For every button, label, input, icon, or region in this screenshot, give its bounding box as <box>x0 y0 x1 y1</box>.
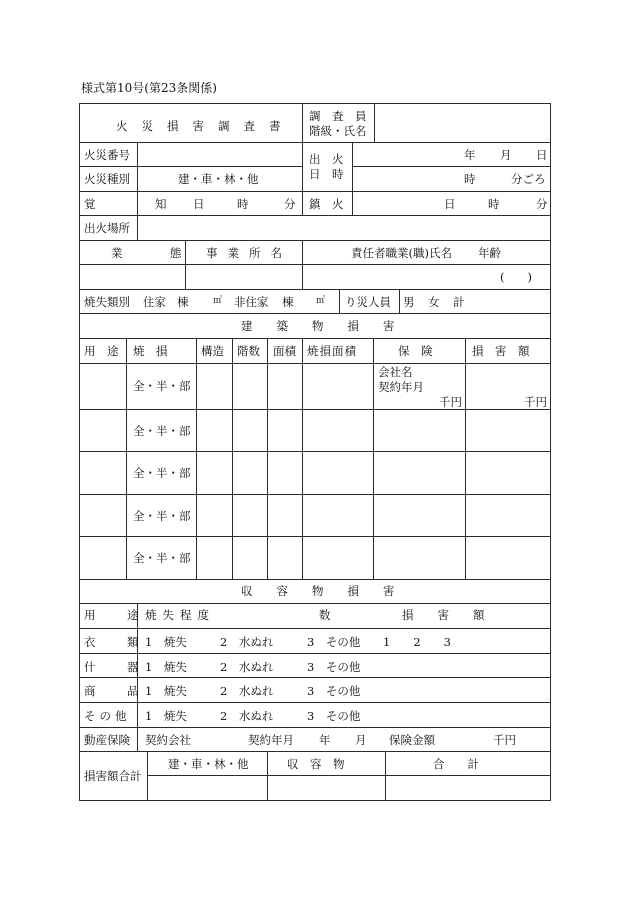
awareness-minute: 分 <box>284 197 296 211</box>
age-label: 年齢 <box>478 246 501 260</box>
table-rule <box>79 313 551 314</box>
extinguish-minute: 分 <box>536 197 548 211</box>
contents-option-other-4: 3 その他 <box>307 709 361 723</box>
outbreak-month: 月 <box>500 148 512 162</box>
contents-option-wet-1: 2 水ぬれ <box>220 635 274 649</box>
extinguish-hour: 時 <box>488 197 500 211</box>
outbreak-label: 出 火 <box>309 152 344 166</box>
table-rule <box>79 579 551 580</box>
contract-year: 年 <box>319 733 331 747</box>
contents-damage-title: 収容物損害 <box>241 584 419 598</box>
fire-type-value: 建・車・林・他 <box>178 172 259 186</box>
contract-month-label: 契約年月 <box>248 733 294 747</box>
table-rule <box>147 775 551 776</box>
contents-option-other-3: 3 その他 <box>307 684 361 698</box>
total-label: 計 <box>453 295 465 309</box>
table-rule <box>79 677 551 678</box>
nonresidential-sqm: ㎡ <box>316 296 326 306</box>
form-number: 様式第10号(第23条関係) <box>81 81 217 95</box>
table-rule <box>373 338 374 580</box>
contents-option-burn-3: 1 焼失 <box>145 684 187 698</box>
movables-insurance-label: 動産保険 <box>84 733 130 747</box>
table-rule <box>385 751 386 801</box>
table-rule <box>302 240 303 290</box>
table-rule <box>79 264 551 265</box>
table-rule <box>79 142 551 143</box>
victims-label: り災人員 <box>345 295 391 309</box>
burn-degree-row-4: 全・半・部 <box>133 509 191 523</box>
age-parens: ( ) <box>500 270 532 284</box>
contents-col-use: 用 途 <box>84 608 149 622</box>
table-rule <box>79 240 551 241</box>
table-rule <box>550 103 551 801</box>
residential-unit: 棟 <box>177 295 189 309</box>
burn-degree-row-5: 全・半・部 <box>133 551 191 565</box>
total-damage-label: 損害額合計 <box>84 769 142 783</box>
outbreak-minute: 分ごろ <box>511 172 546 186</box>
table-rule <box>79 603 551 604</box>
contents-use-1: 衣 類 <box>84 635 149 649</box>
col-floors: 階数 <box>237 344 260 358</box>
table-rule <box>79 451 551 452</box>
table-rule <box>79 653 551 654</box>
table-rule <box>79 409 551 410</box>
residential-sqm: ㎡ <box>213 296 223 306</box>
contents-option-wet-2: 2 水ぬれ <box>220 660 274 674</box>
table-rule <box>79 289 551 290</box>
fire-number-label: 火災番号 <box>84 148 130 162</box>
table-rule <box>196 338 197 580</box>
outbreak-hour: 時 <box>464 172 476 186</box>
burn-degree-row-1: 全・半・部 <box>133 379 191 393</box>
total-col-sum: 合 計 <box>433 757 479 771</box>
table-rule <box>267 751 268 801</box>
insured-amount-label: 保険金額 <box>389 733 435 747</box>
insurance-company-label: 会社名 <box>378 365 413 379</box>
insurance-contract-label: 契約年月 <box>378 380 424 394</box>
contents-extra-1: 1 2 3 <box>383 635 451 649</box>
table-rule <box>137 142 138 241</box>
table-rule <box>302 142 303 216</box>
report-title: 火災損害調査書 <box>116 119 295 133</box>
contents-use-2: 什 器 <box>84 660 149 674</box>
col-burn: 焼 損 <box>133 344 168 358</box>
col-burned-area: 焼損面積 <box>307 344 357 358</box>
contents-option-burn-2: 1 焼失 <box>145 660 187 674</box>
total-col-types: 建・車・林・他 <box>168 757 249 771</box>
table-rule <box>302 103 303 143</box>
table-rule <box>147 751 148 801</box>
residential-label: 住家 <box>143 295 166 309</box>
table-rule <box>399 289 400 314</box>
building-damage-title: 建築物損害 <box>241 319 419 333</box>
burn-degree-row-3: 全・半・部 <box>133 466 191 480</box>
table-rule <box>374 103 375 143</box>
table-rule <box>465 338 466 580</box>
table-rule <box>79 800 551 801</box>
contents-option-other-2: 3 その他 <box>307 660 361 674</box>
awareness-day: 日 <box>193 197 205 211</box>
contents-col-amount: 損害額 <box>402 608 509 622</box>
table-rule <box>126 338 127 580</box>
insured-thousand-yen: 千円 <box>493 733 516 747</box>
contents-option-wet-4: 2 水ぬれ <box>220 709 274 723</box>
table-rule <box>232 338 233 580</box>
total-col-contents: 収 容 物 <box>287 757 345 771</box>
awareness-hour: 時 <box>237 197 249 211</box>
contract-company-label: 契約会社 <box>145 733 191 747</box>
col-insurance: 保 険 <box>398 344 433 358</box>
nonresidential-unit: 棟 <box>282 295 294 309</box>
table-rule <box>352 142 353 216</box>
table-rule <box>79 727 551 728</box>
table-rule <box>79 751 551 752</box>
table-rule <box>79 628 551 629</box>
contents-use-4: その他 <box>84 709 131 723</box>
fire-type-label: 火災種別 <box>84 172 130 186</box>
table-rule <box>79 191 551 192</box>
table-rule <box>79 215 551 216</box>
table-rule <box>302 338 303 580</box>
table-rule <box>79 103 80 801</box>
insurance-thousand-yen: 千円 <box>439 395 462 409</box>
male-label: 男 <box>403 295 415 309</box>
col-structure: 構造 <box>201 344 224 358</box>
table-rule <box>79 494 551 495</box>
outbreak-year: 年 <box>464 148 476 162</box>
investigator-label-2: 階級・氏名 <box>309 124 367 138</box>
col-damage: 損 害 額 <box>472 344 530 358</box>
manager-label: 責任者職業(職)氏名 <box>351 246 452 260</box>
contents-option-other-1: 3 その他 <box>307 635 361 649</box>
table-rule <box>339 289 340 314</box>
table-rule <box>79 363 551 364</box>
table-rule <box>352 166 551 167</box>
contract-month: 月 <box>355 733 367 747</box>
extinguish-label: 鎮 火 <box>309 197 344 211</box>
nonresidential-label: 非住家 <box>234 295 269 309</box>
outbreak-day: 日 <box>536 148 548 162</box>
damage-thousand-yen: 千円 <box>524 395 547 409</box>
table-rule <box>137 727 138 752</box>
col-area: 面積 <box>273 344 296 358</box>
contents-col-degree: 焼失程度 <box>145 608 215 622</box>
fire-place-label: 出火場所 <box>84 221 130 235</box>
industry-label: 業 態 <box>111 246 200 260</box>
table-rule <box>79 166 303 167</box>
table-rule <box>267 338 268 580</box>
table-rule <box>79 103 551 104</box>
extinguish-day: 日 <box>444 197 456 211</box>
contents-option-burn-4: 1 焼失 <box>145 709 187 723</box>
office-name-label: 事業所名 <box>206 246 292 260</box>
burn-degree-row-2: 全・半・部 <box>133 424 191 438</box>
contents-col-count: 数 <box>319 608 331 622</box>
female-label: 女 <box>428 295 440 309</box>
table-rule <box>79 536 551 537</box>
awareness-label: 覚 知 <box>84 197 191 211</box>
table-rule <box>79 702 551 703</box>
burn-category-label: 焼失類別 <box>84 295 130 309</box>
outbreak-label-2: 日 時 <box>309 167 344 181</box>
col-use: 用 途 <box>84 344 119 358</box>
table-rule <box>79 338 551 339</box>
investigator-label-1: 調 査 員 <box>309 109 367 123</box>
contents-option-wet-3: 2 水ぬれ <box>220 684 274 698</box>
contents-option-burn-1: 1 焼失 <box>145 635 187 649</box>
contents-use-3: 商 品 <box>84 684 149 698</box>
